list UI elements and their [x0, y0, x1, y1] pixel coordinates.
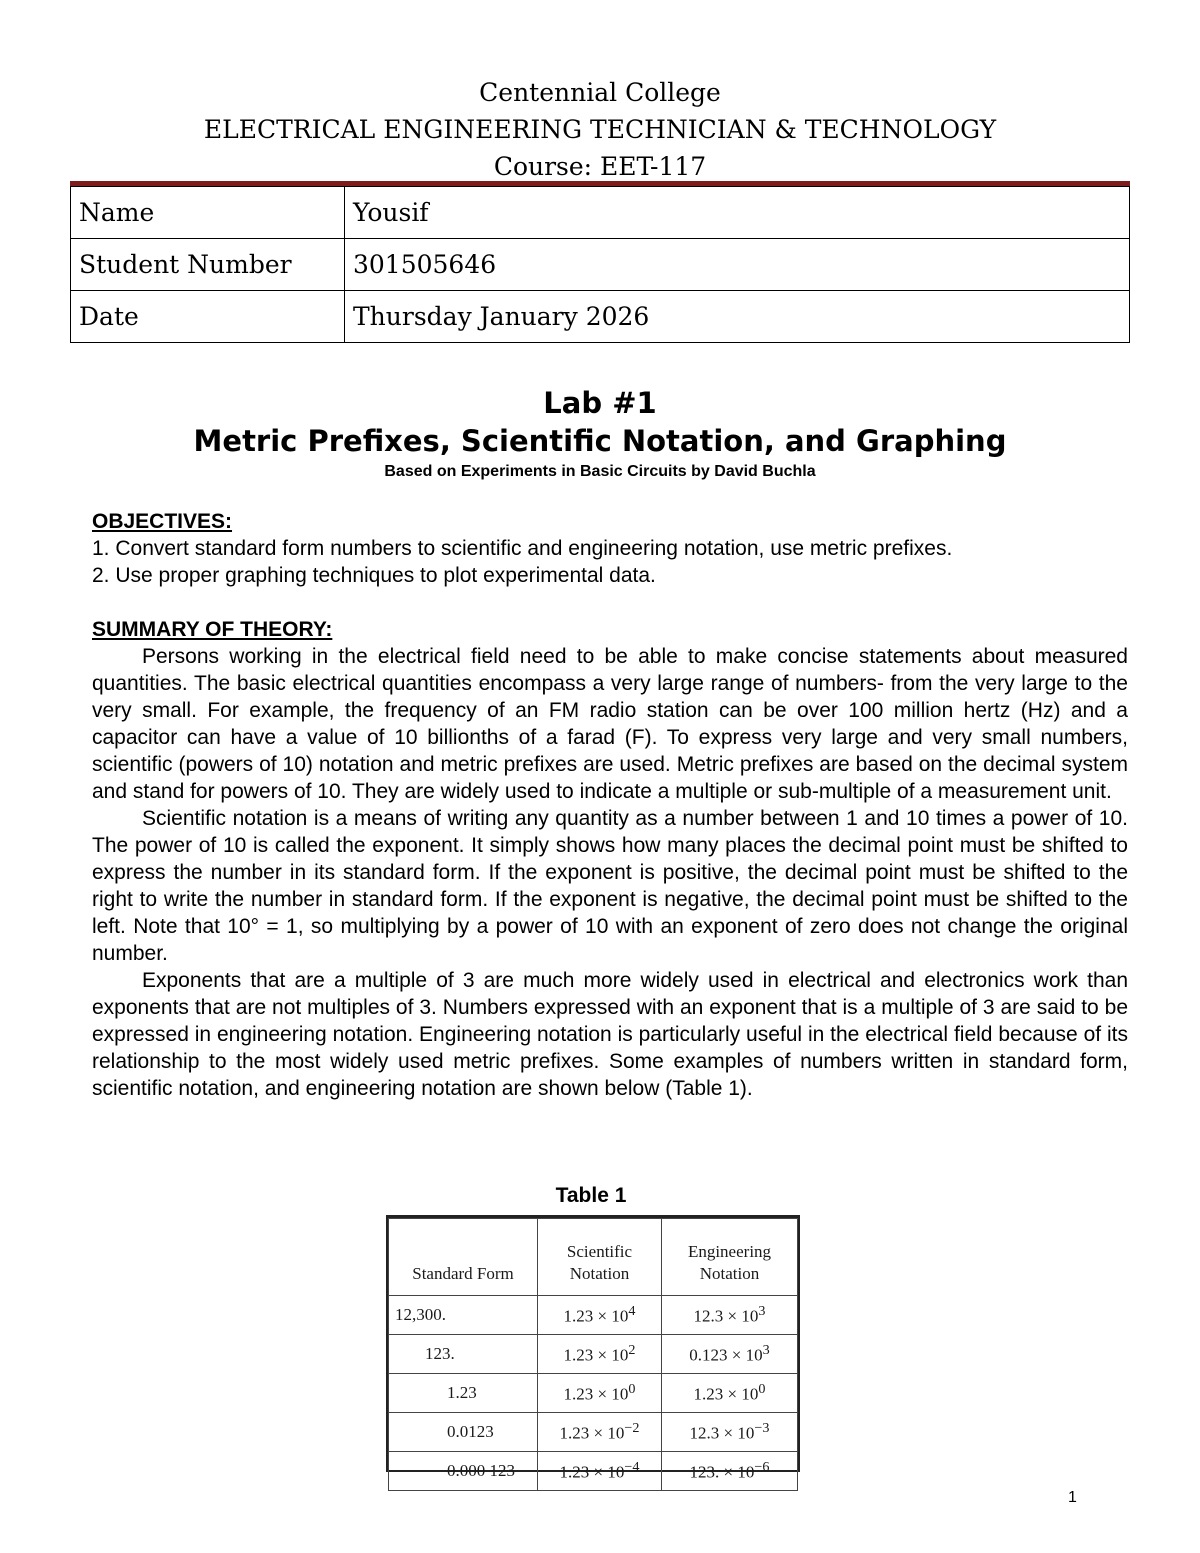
student-info-table [70, 186, 1130, 343]
info-row-student-number [71, 239, 1130, 291]
lab-number: Lab #1 [543, 386, 657, 420]
objective-item: 1. Convert standard form numbers to scientific and engineering notation, use metric prefixes. [92, 537, 953, 560]
header-engineering: Engineering Notation [662, 1219, 798, 1296]
lab-source: Based on Experiments in Basic Circuits by David Buchla [384, 463, 816, 480]
standard-cell: 12,300. [389, 1296, 538, 1335]
header-scientific: Scientific Notation [538, 1219, 662, 1296]
info-value-student-number: 301505646 [345, 239, 1130, 291]
table-row [389, 1452, 798, 1491]
standard-cell: 0.0123 [389, 1413, 538, 1452]
scientific-cell: $1.23 \times 10^{-4}$ [538, 1452, 662, 1491]
theory-paragraph: Exponents that are a multiple of 3 are much more widely used in electrical and electronics work than exponents that are not multiples of 3. Numbers expressed with an exponent that is a multiple of 3 are said to be expressed in engineering notation. Engineering notation is particularly useful in the electrical field because of its relationship to the most widely used metric prefixes. Some examples of numbers written in standard form, scientific notation, and engineering notation are shown below (Table 1). [92, 969, 1128, 1100]
info-label: Student Number [71, 239, 345, 291]
scientific-cell: $1.23 \times 10^0$ [538, 1374, 662, 1413]
course-code: Course: EET-117 [493, 152, 707, 181]
info-row-name [71, 187, 1130, 239]
header-standard-form: Standard Form [389, 1219, 538, 1296]
program-name: ELECTRICAL ENGINEERING TECHNICIAN & TECHNOLOGY [203, 115, 997, 144]
objectives-heading: OBJECTIVES: [92, 510, 233, 533]
scientific-cell: $1.23 \times 10^{-2}$ [538, 1413, 662, 1452]
engineering-cell: 123. × $10^{-6}$ [662, 1452, 798, 1491]
engineering-cell: $0.123 \times 10^3$ [662, 1335, 798, 1374]
info-value-name: Yousif [345, 187, 1130, 239]
table-row [389, 1374, 798, 1413]
table-header-row [389, 1219, 798, 1296]
engineering-cell: $1.23 \times 10^0$ [662, 1374, 798, 1413]
theory-paragraph: Scientific notation is a means of writing any quantity as a number between 1 and 10 times a power of 10. The power of 10 is called the exponent. It simply shows how many places the decimal point must be shifted to express the number in its standard form. If the exponent is positive, the decimal point must be shifted to the right to write the number in standard form. If the exponent is negative, the decimal point must be shifted to the left. Note that 10° = 1, so multiplying by a power of 10 with an exponent of zero does not change the original number. [92, 807, 1128, 965]
theory-heading: SUMMARY OF THEORY: [92, 618, 333, 641]
notation-table [388, 1218, 798, 1491]
table-row [389, 1335, 798, 1374]
lab-content [92, 508, 1128, 1102]
college-name: Centennial College [479, 78, 721, 107]
page-number: 1 [1068, 1489, 1077, 1506]
theory-paragraph: Persons working in the electrical field need to be able to make concise statements about measured quantities. The basic electrical quantities encompass a very large range of numbers- from the very large to the very small. For example, the frequency of an FM radio station can be over 100 million hertz (Hz) and a capacitor can have a value of 10 billionths of a farad (F). To express very large and very small numbers, scientific (powers of 10) notation and metric prefixes are used. Metric prefixes are based on the decimal system and stand for powers of 10. They are widely used to indicate a multiple or sub-multiple of a measurement unit. [92, 645, 1128, 803]
scientific-cell: $1.23 \times 10^4$ [538, 1296, 662, 1335]
info-value-date: Thursday January 2026 [345, 291, 1130, 343]
standard-cell: 123. [389, 1335, 538, 1374]
info-label: Name [71, 187, 345, 239]
table-row [389, 1413, 798, 1452]
standard-cell: 1.23 [389, 1374, 538, 1413]
lab-subtitle: Metric Prefixes, Scientific Notation, and Graphing [193, 424, 1007, 458]
table-row [389, 1296, 798, 1335]
lab-title-block [0, 384, 1200, 484]
engineering-cell: $12.3 \times 10^{-3}$ [662, 1413, 798, 1452]
engineering-cell: $12.3 \times 10^3$ [662, 1296, 798, 1335]
document-header [0, 74, 1200, 185]
standard-cell: 0.000 123 [389, 1452, 538, 1491]
info-row-date [71, 291, 1130, 343]
table1-image [386, 1215, 800, 1482]
scientific-cell: $1.23 \times 10^2$ [538, 1335, 662, 1374]
objective-item: 2. Use proper graphing techniques to plot experimental data. [92, 564, 656, 587]
info-label: Date [71, 291, 345, 343]
table1-title: Table 1 [555, 1184, 627, 1207]
